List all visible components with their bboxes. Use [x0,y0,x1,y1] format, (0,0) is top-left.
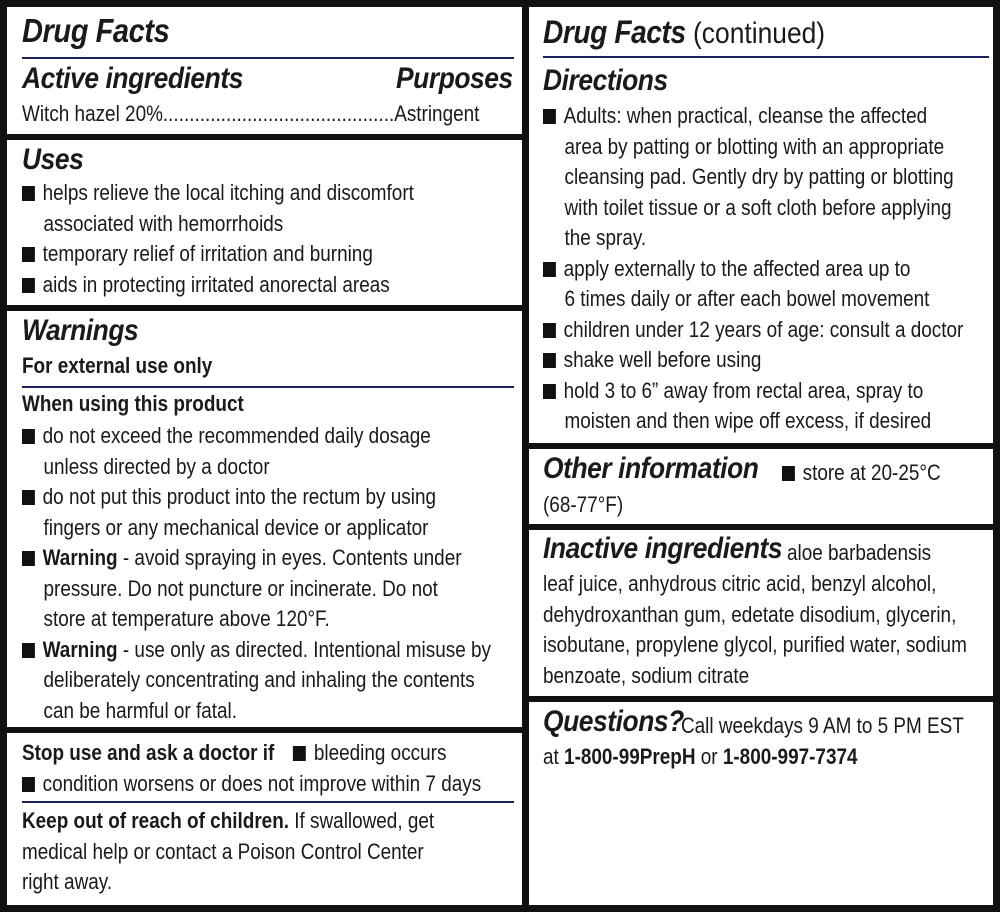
bullet-icon [543,323,556,338]
list-item: aids in protecting irritated anorectal areas [22,270,414,301]
stop-use-rule [22,801,514,803]
directions-heading: Directions [543,64,668,97]
section-divider [0,727,526,733]
bullet-icon [782,466,795,481]
bullet-icon [543,353,556,368]
warnings-heading: Warnings [22,314,139,347]
list-item: Warning - use only as directed. Intentional misuse by [22,635,491,666]
bullet-icon [22,278,35,293]
other-information-line2: (68-77°F) [543,492,624,517]
bullet-icon [22,490,35,505]
other-information-section [543,452,788,486]
section-divider [0,305,526,311]
list-item: temporary relief of irritation and burning [22,239,414,270]
continued-rule [543,56,989,58]
continued-title: Drug Facts (continued) [543,14,826,50]
list-item: Adults: when practical, cleanse the affected [543,101,963,132]
external-use-text: For external use only [22,353,213,378]
uses-list: helps relieve the local itching and discomfort associated with hemorrhoids temporary relief of irritation and burning aids in protecting irritated anorectal areas [22,178,414,300]
uses-heading: Uses [22,143,84,176]
right-column [526,0,1000,912]
bullet-icon [543,262,556,277]
bullet-icon [22,777,35,792]
questions-hours: Call weekdays 9 AM to 5 PM EST [681,713,964,738]
inactive-ingredients-first: aloe barbadensis [787,540,932,565]
purposes-heading: Purposes [396,62,513,95]
list-item: apply externally to the affected area up to [543,254,963,285]
questions-phone-line: at 1-800-99PrepH or 1-800-997-7374 [543,744,858,769]
section-divider [526,443,1000,449]
bullet-icon [22,643,35,658]
section-divider [0,134,526,140]
title-rule [22,57,514,59]
phone-number-link[interactable]: 1-800-997-7374 [722,744,858,769]
inactive-ingredients-list: leaf juice, anhydrous citric acid, benzyl alcohol, dehydroxanthan gum, edetate disodium, glycerin, isobutane, propylene glycol, purified water, sodium benzoate, sodium citrate [543,571,967,688]
inactive-ingredients-heading: Inactive ingredients [543,532,783,565]
when-using-heading: When using this product [22,391,244,416]
section-divider [526,696,1000,702]
stop-use-section: Stop use and ask a doctor if bleeding occurs condition worsens or does not improve within 7 days [22,738,481,799]
list-item: do not exceed the recommended daily dosage [22,421,491,452]
drug-facts-title: Drug Facts [22,12,170,49]
other-information-text: store at 20-25°C [782,458,941,489]
bullet-icon [293,746,306,761]
bullet-icon [22,247,35,262]
list-item: shake well before using [543,345,963,376]
list-item: Warning - avoid spraying in eyes. Contents under [22,543,491,574]
active-ingredient-row: Witch hazel 20%............................................Astringent [22,101,480,126]
list-item: hold 3 to 6” away from rectal area, spray to [543,376,963,407]
bullet-icon [22,551,35,566]
directions-list: Adults: when practical, cleanse the affected area by patting or blotting with an appropriate cleansing pad. Gently dry by patting or blotting with toilet tissue or a soft cloth before applying the spray. apply externally to the affected area up to 6 times daily or after each bowel movement children under 12 years of age: consult a doctor shake well before using hold 3 to 6” away from rectal area, spray to moisten and then wipe off excess, if desired [543,101,963,437]
bullet-icon [543,109,556,124]
active-ingredients-heading: Active ingredients [22,62,243,95]
list-item: children under 12 years of age: consult a doctor [543,315,963,346]
when-using-list: do not exceed the recommended daily dosage unless directed by a doctor do not put this product into the rectum by using fingers or any mechanical device or applicator Warning - avoid spraying in eyes. Contents under pressure. Do not puncture or incinerate. Do not store at temperature above 120°F. Warning - use only as directed. Intentional misuse by deliberately concentrating and inhaling the contents can be harmful or fatal. [22,421,491,726]
section-divider [526,524,1000,530]
list-item: do not put this product into the rectum by using [22,482,491,513]
bullet-icon [543,384,556,399]
warnings-rule [22,386,514,388]
questions-heading: Questions? [543,705,684,738]
bullet-icon [22,429,35,444]
other-information-heading: Other information [543,452,759,485]
list-item: helps relieve the local itching and discomfort [22,178,414,209]
phone-number-link[interactable]: 1-800-99PrepH [564,744,696,769]
keep-out-section: Keep out of reach of children. If swallowed, get medical help or contact a Poison Control Center right away. [22,808,435,894]
list-item: condition worsens or does not improve within 7 days [22,769,481,800]
bullet-icon [22,186,35,201]
